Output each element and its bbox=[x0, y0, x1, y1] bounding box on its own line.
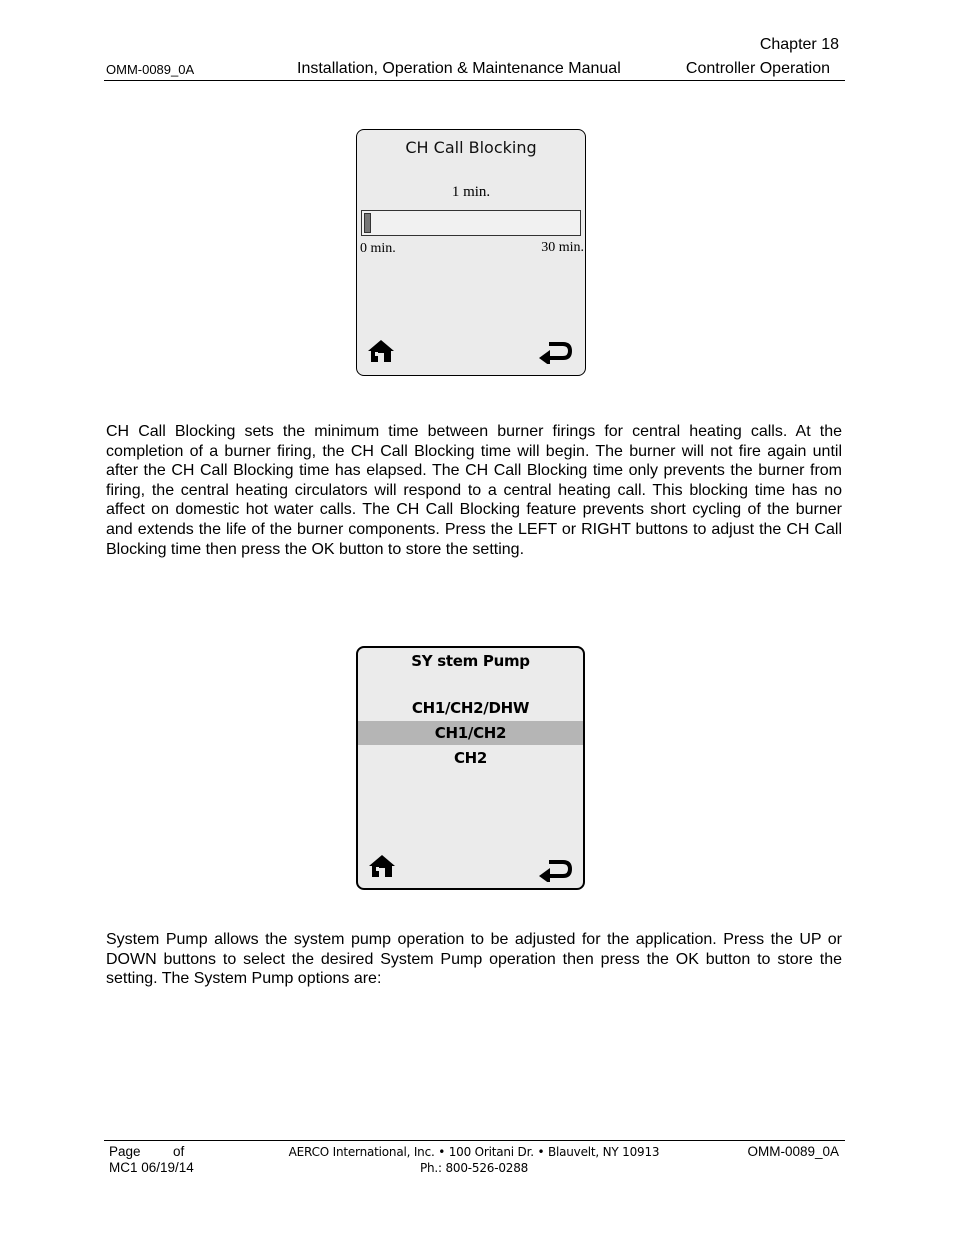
system-pump-screen bbox=[356, 646, 585, 890]
slider-max-label: 30 min. bbox=[541, 240, 584, 255]
header-doc-number: OMM-0089_0A bbox=[106, 62, 195, 77]
slider-min-label: 0 min. bbox=[360, 241, 396, 256]
time-slider[interactable] bbox=[361, 210, 581, 236]
section-title: Controller Operation bbox=[685, 60, 830, 77]
screen-title: SY stem Pump bbox=[411, 652, 530, 670]
footer-revision: MC1 06/19/14 bbox=[109, 1160, 194, 1175]
footer-rule bbox=[104, 1140, 845, 1141]
option-ch1-ch2-dhw[interactable]: CH1/CH2/DHW bbox=[411, 699, 530, 717]
slider-fill bbox=[364, 213, 371, 233]
home-icon[interactable] bbox=[367, 853, 397, 879]
home-icon[interactable] bbox=[366, 338, 396, 364]
option-ch1-ch2[interactable]: CH1/CH2 bbox=[358, 721, 583, 745]
footer-phone: Ph.: 800-526-0288 bbox=[419, 1161, 529, 1175]
ch-call-blocking-screen bbox=[356, 129, 586, 376]
screen-title: CH Call Blocking bbox=[405, 138, 537, 157]
chapter-label: Chapter 18 bbox=[759, 36, 839, 53]
footer-of-label: of bbox=[173, 1144, 185, 1159]
system-pump-description: System Pump allows the system pump operation to be adjusted for the application. Press the UP or DOWN buttons to select the desired System Pump operation then press the OK button to store the setting. The System Pump options are: bbox=[106, 931, 842, 988]
footer-doc-number: OMM-0089_0A bbox=[747, 1144, 839, 1159]
back-arrow-icon[interactable] bbox=[537, 338, 573, 364]
footer-company: AERCO International, Inc. • 100 Oritani Dr. • Blauvelt, NY 10913 bbox=[288, 1145, 660, 1159]
footer-page-label: Page bbox=[109, 1144, 141, 1159]
back-arrow-icon[interactable] bbox=[537, 856, 573, 882]
manual-title: Installation, Operation & Maintenance Manual bbox=[297, 60, 621, 77]
current-value: 1 min. bbox=[451, 184, 491, 200]
ch-call-blocking-description: CH Call Blocking sets the minimum time between burner firings for central heating calls. At the completion of a burner firing, the CH Call Blocking time will begin. The burner will not fire again until after the CH Call Blocking time has elapsed. The CH Call Blocking time only prevents the burner from firing, the central heating circulators will respond to a central heating call. This blocking time has no affect on domestic hot water calls. The CH Call Blocking feature prevents short cycling of the burner and extends the life of the burner components. Press the LEFT or RIGHT buttons to adjust the CH Call Blocking time then press the OK button to store the setting. bbox=[106, 423, 842, 558]
option-ch2[interactable]: CH2 bbox=[453, 749, 488, 767]
header-rule bbox=[104, 80, 845, 81]
